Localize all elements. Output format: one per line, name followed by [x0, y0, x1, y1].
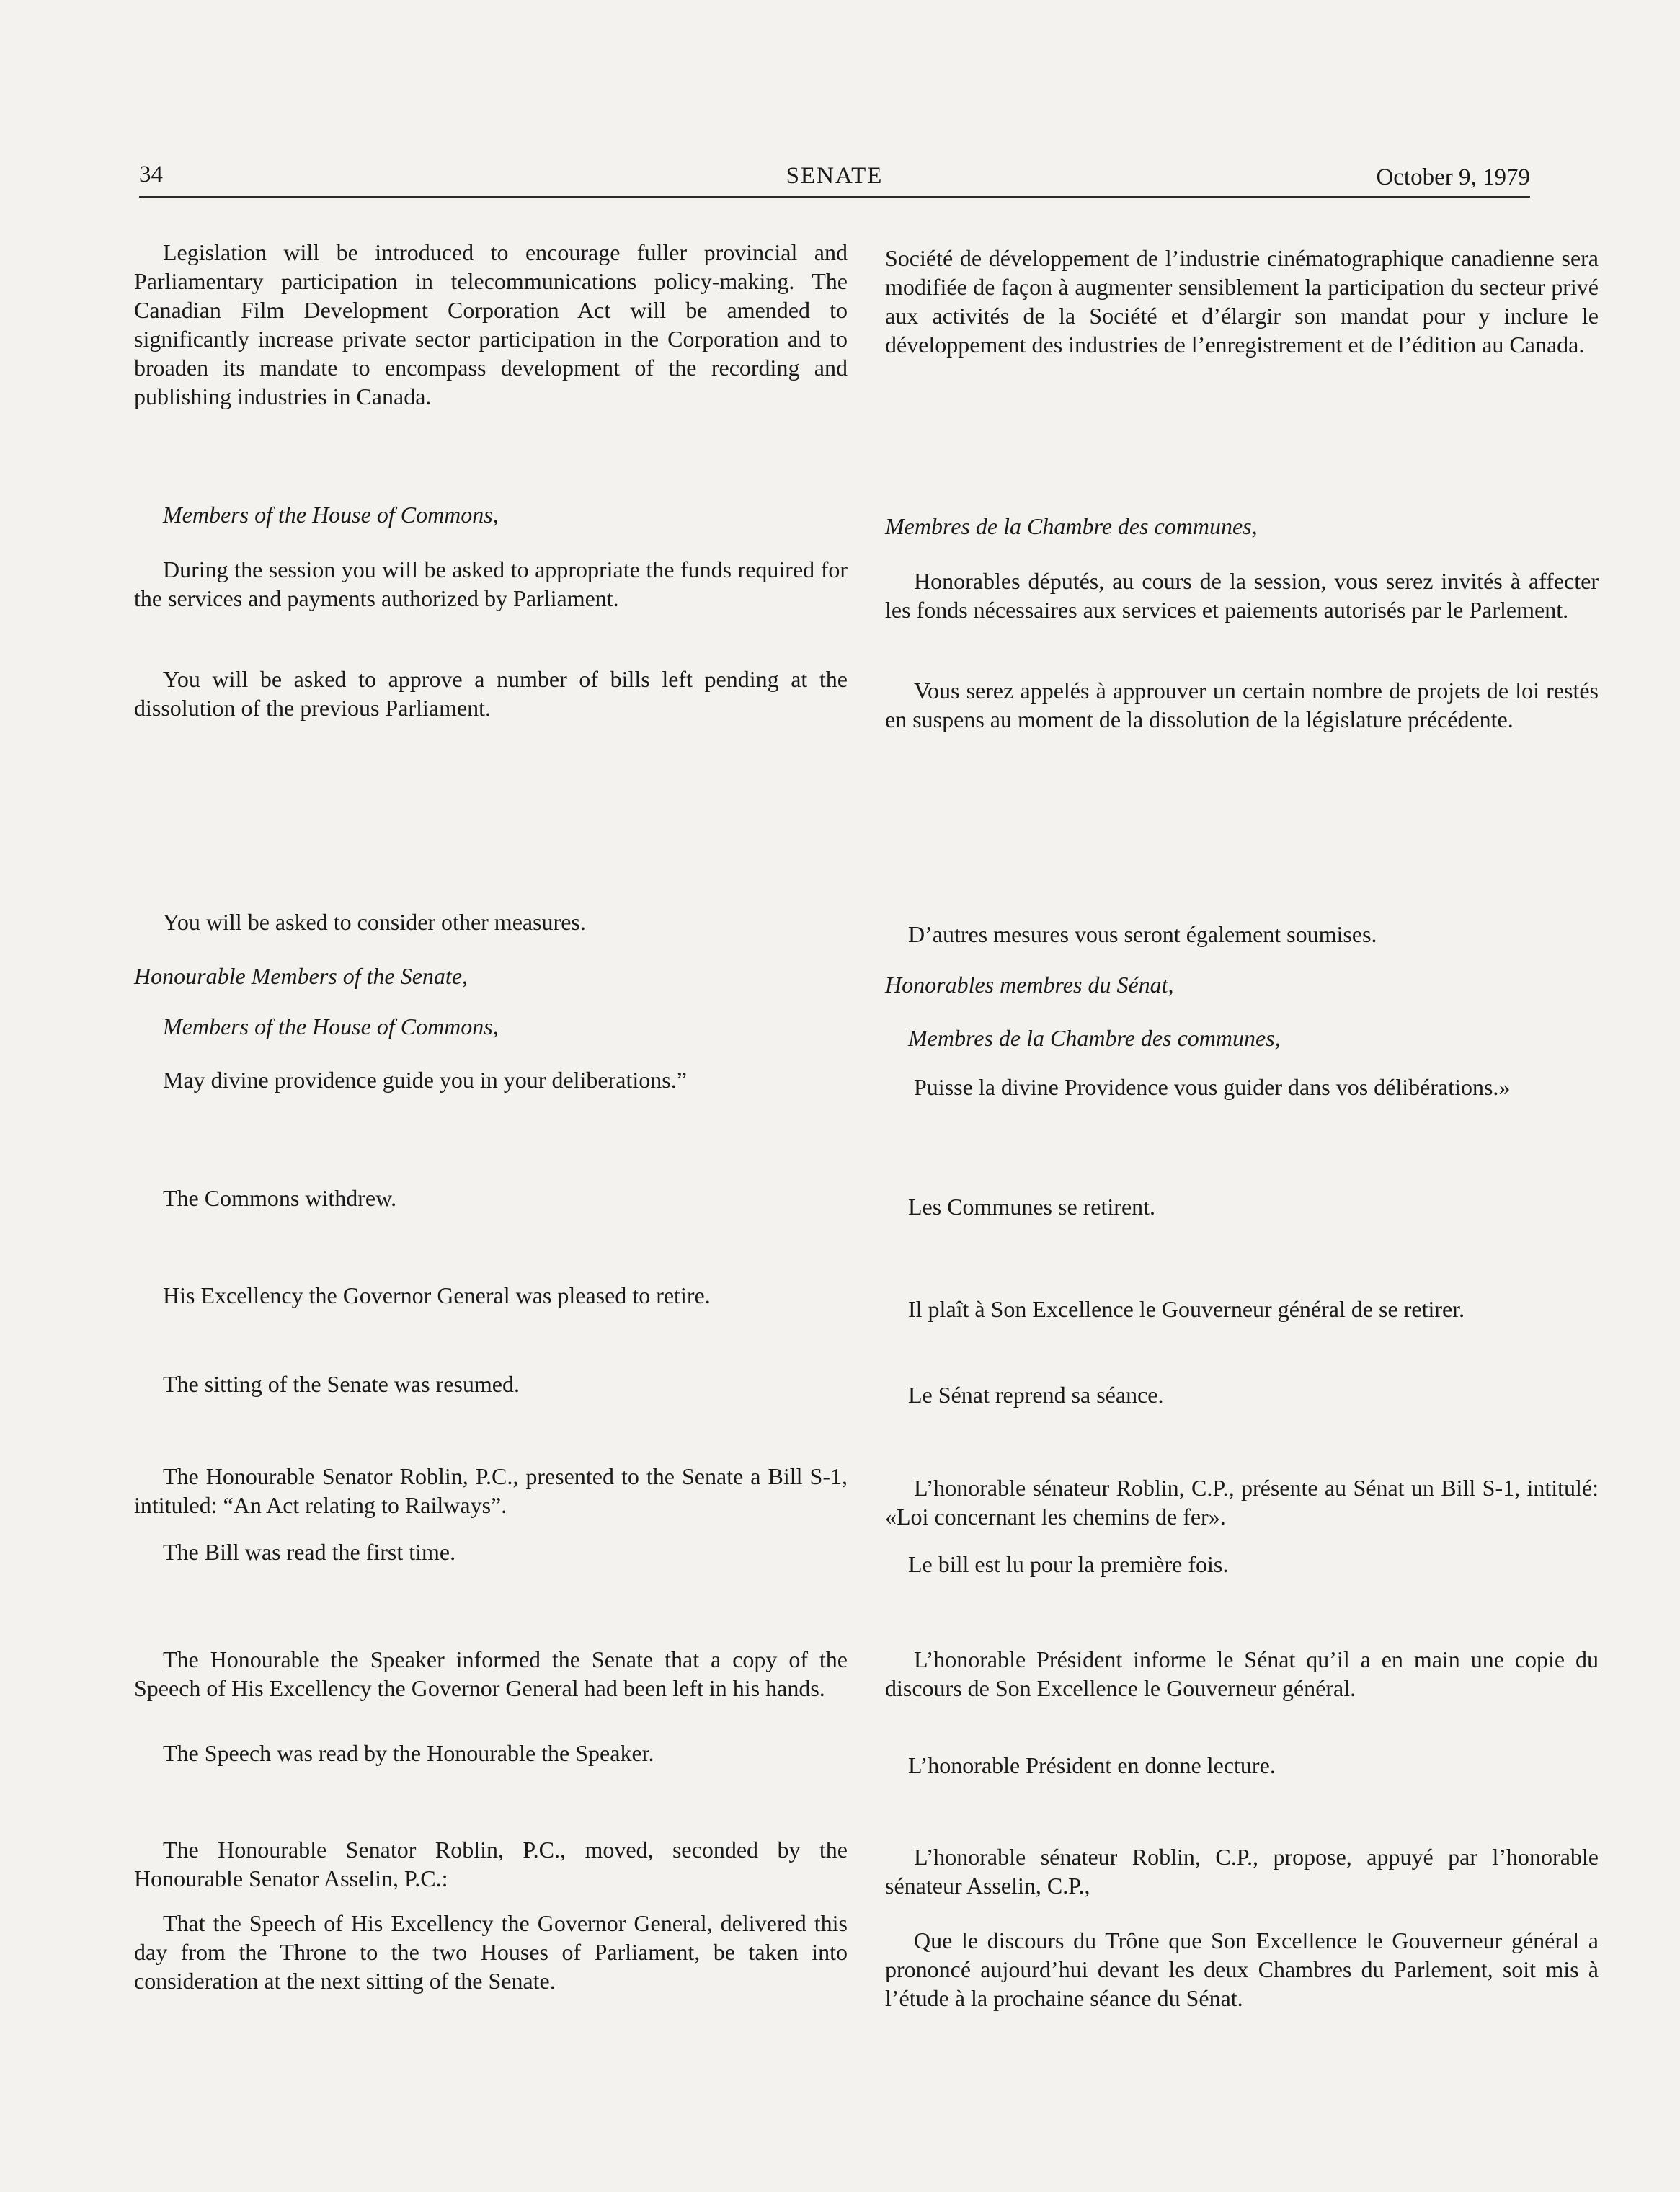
en-paragraph-sitting-resumed: The sitting of the Senate was resumed. [163, 1371, 520, 1397]
fr-paragraph-deputes: Honorables députés, au cours de la session, vous serez invités à affecter les fonds nécessaires aux services et paiements autorisés par le Parlement. [885, 568, 1599, 623]
fr-paragraph-societe: Société de développement de l’industrie cinématographique canadienne sera modifiée de façon à augmenter sensiblement la participation du secteur privé aux activités de la Société et d’élargir son mandat pour y inclure le développement des industries de l’enregistrement et de l’édition au Canada. [885, 245, 1599, 358]
en-paragraph-governor-retire: His Excellency the Governor General was pleased to retire. [163, 1282, 711, 1308]
fr-heading-senat: Honorables membres du Sénat, [885, 972, 1174, 998]
en-paragraph-moved: The Honourable Senator Roblin, P.C., moved, seconded by the Honourable Senator Asselin, P.C.: [134, 1837, 848, 1891]
en-paragraph-legislation: Legislation will be introduced to encourage fuller provincial and Parliamentary participation in telecommunications policy-making. The Canadian Film Development Corporation Act will be amended to significantly increase private sector participation in the Corporation and to broaden its mandate to encompass development of the recording and publishing industries in Canada. [134, 239, 848, 409]
fr-paragraph-providence: Puisse la divine Providence vous guider dans vos délibérations.» [914, 1074, 1511, 1100]
header-rule [139, 196, 1530, 198]
fr-paragraph-communes-retirent: Les Communes se retirent. [908, 1194, 1156, 1220]
en-paragraph-speaker-informed: The Honourable the Speaker informed the Senate that a copy of the Speech of His Excellency the Governor General had been left in his hands. [134, 1646, 848, 1701]
fr-paragraph-reprend-seance: Le Sénat reprend sa séance. [908, 1382, 1164, 1408]
fr-paragraph-mesures: D’autres mesures vous seront également soumises. [908, 921, 1377, 947]
fr-heading-communes: Membres de la Chambre des communes, [885, 513, 1258, 539]
en-heading-commons-2: Members of the House of Commons, [163, 1013, 499, 1039]
en-paragraph-commons-withdrew: The Commons withdrew. [163, 1185, 397, 1211]
en-paragraph-speech-read: The Speech was read by the Honourable the Speaker. [163, 1740, 654, 1766]
en-paragraph-bill-s1: The Honourable Senator Roblin, P.C., presented to the Senate a Bill S-1, intituled: “An Act relating to Railways”. [134, 1463, 848, 1518]
fr-paragraph-president-informe: L’honorable Président informe le Sénat qu’il a en main une copie du discours de Son Excellence le Gouverneur général. [885, 1646, 1599, 1701]
fr-paragraph-lecture: L’honorable Président en donne lecture. [908, 1752, 1276, 1778]
fr-paragraph-bill-s1: L’honorable sénateur Roblin, C.P., présente au Sénat un Bill S-1, intitulé: «Loi concernant les chemins de fer». [885, 1475, 1599, 1530]
page-title: SENATE [786, 163, 884, 189]
en-paragraph-measures: You will be asked to consider other measures. [163, 909, 586, 935]
en-paragraph-first-reading: The Bill was read the first time. [163, 1539, 456, 1565]
fr-paragraph-premiere-fois: Le bill est lu pour la première fois. [908, 1551, 1229, 1577]
en-heading-senate: Honourable Members of the Senate, [134, 963, 468, 989]
fr-paragraph-motion: Que le discours du Trône que Son Excellence le Gouverneur général a prononcé aujourd’hui devant les deux Chambres du Parlement, soit mis à l’étude à la prochaine séance du Sénat. [885, 1927, 1599, 2011]
page-date: October 9, 1979 [1376, 164, 1530, 190]
en-heading-commons: Members of the House of Commons, [163, 502, 499, 528]
en-paragraph-bills: You will be asked to approve a number of bills left pending at the dissolution of the previous Parliament. [134, 666, 848, 721]
fr-paragraph-gouverneur-retirer: Il plaît à Son Excellence le Gouverneur général de se retirer. [908, 1296, 1465, 1322]
en-paragraph-motion: That the Speech of His Excellency the Governor General, delivered this day from the Throne to the two Houses of Parliament, be taken into consideration at the next sitting of the Senate. [134, 1910, 848, 1994]
page-number: 34 [139, 161, 163, 187]
fr-heading-communes-2: Membres de la Chambre des communes, [908, 1025, 1281, 1051]
en-paragraph-appropriate: During the session you will be asked to appropriate the funds required for the services and payments authorized by Parliament. [134, 556, 848, 611]
en-paragraph-providence: May divine providence guide you in your deliberations.” [163, 1067, 687, 1093]
fr-paragraph-projets: Vous serez appelés à approuver un certain nombre de projets de loi restés en suspens au moment de la dissolution de la législature précédente. [885, 678, 1599, 732]
fr-paragraph-propose: L’honorable sénateur Roblin, C.P., propose, appuyé par l’honorable sénateur Asselin, C.P., [885, 1844, 1599, 1899]
